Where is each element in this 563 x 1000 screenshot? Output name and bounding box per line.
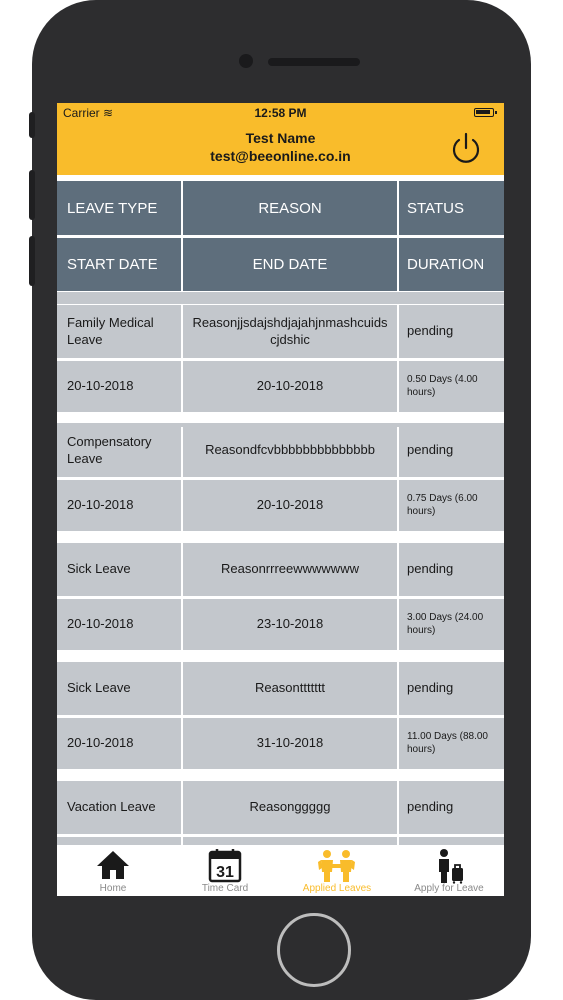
- leave-duration: 0.75 Days (6.00 hours): [399, 480, 504, 531]
- leave-reason: Reasonjjsdajshdjajahjnmashcuidscjdshic: [183, 305, 397, 358]
- leave-type: Vacation Leave: [57, 781, 181, 834]
- leave-start-date: 20-10-2018: [57, 361, 181, 412]
- volume-down-button: [29, 236, 35, 286]
- col-leave-type: LEAVE TYPE: [57, 181, 181, 235]
- leave-reason: Reasonrrreewwwwwww: [183, 543, 397, 596]
- leave-end-date: [183, 837, 397, 845]
- leave-end-date: 20-10-2018: [183, 480, 397, 531]
- table-header: [57, 181, 504, 293]
- leave-status: pending: [399, 305, 504, 358]
- leave-start-date: [57, 837, 181, 845]
- leave-end-date: 20-10-2018: [183, 361, 397, 412]
- leave-duration: [399, 837, 504, 845]
- clock: 12:58 PM: [254, 106, 307, 120]
- col-reason: REASON: [183, 181, 397, 235]
- people-icon: [317, 848, 357, 884]
- status-bar: [57, 103, 504, 123]
- wifi-icon: ≋: [103, 106, 114, 120]
- leave-start-date: 20-10-2018: [57, 480, 181, 531]
- camera: [239, 54, 253, 68]
- leave-status: pending: [399, 781, 504, 834]
- calendar-icon: [207, 848, 243, 884]
- leave-type: Sick Leave: [57, 543, 181, 596]
- home-icon: [95, 848, 131, 882]
- mute-switch: [29, 112, 35, 138]
- tab-time-card[interactable]: [169, 845, 281, 896]
- leave-type: Sick Leave: [57, 662, 181, 715]
- leave-end-date: 23-10-2018: [183, 599, 397, 650]
- tab-apply-for-leave-label: Apply for Leave: [414, 883, 484, 894]
- leave-reason: Reasonttttttt: [183, 662, 397, 715]
- leave-duration: 3.00 Days (24.00 hours): [399, 599, 504, 650]
- tab-home[interactable]: [57, 845, 169, 896]
- battery-icon: [474, 108, 494, 117]
- tab-apply-for-leave[interactable]: [393, 845, 504, 896]
- leave-type: Family Medical Leave: [57, 305, 181, 358]
- app-header: [57, 123, 504, 175]
- home-hardware-button[interactable]: [277, 913, 351, 987]
- col-status: STATUS: [399, 181, 504, 235]
- leave-start-date: 20-10-2018: [57, 599, 181, 650]
- carrier-label: Carrier ≋: [63, 106, 114, 120]
- leave-type: Compensatory Leave: [57, 424, 181, 477]
- separator-band: [57, 292, 504, 304]
- tab-bar: [57, 845, 504, 896]
- leave-status: pending: [399, 424, 504, 477]
- tab-time-card-label: Time Card: [201, 883, 249, 894]
- user-name: Test Name: [245, 130, 316, 146]
- tab-applied-leaves-label: Applied Leaves: [302, 883, 372, 894]
- speaker: [268, 58, 360, 66]
- traveler-icon: [431, 848, 467, 884]
- volume-up-button: [29, 170, 35, 220]
- calendar-day: 31: [216, 864, 234, 881]
- app-screen: [57, 103, 504, 896]
- leave-status: pending: [399, 543, 504, 596]
- col-start-date: START DATE: [57, 238, 181, 291]
- leave-end-date: 31-10-2018: [183, 718, 397, 769]
- leave-status: pending: [399, 662, 504, 715]
- leave-start-date: 20-10-2018: [57, 718, 181, 769]
- col-end-date: END DATE: [183, 238, 397, 291]
- power-icon[interactable]: [448, 130, 484, 166]
- tab-applied-leaves[interactable]: [281, 845, 393, 896]
- user-email: test@beeonline.co.in: [210, 148, 351, 164]
- leave-duration: 11.00 Days (88.00 hours): [399, 718, 504, 769]
- tab-home-label: Home: [99, 883, 127, 894]
- col-duration: DURATION: [399, 238, 504, 291]
- leave-duration: 0.50 Days (4.00 hours): [399, 361, 504, 412]
- leave-reason: Reasondfcvbbbbbbbbbbbbbb: [183, 424, 397, 477]
- leave-reason: Reasonggggg: [183, 781, 397, 834]
